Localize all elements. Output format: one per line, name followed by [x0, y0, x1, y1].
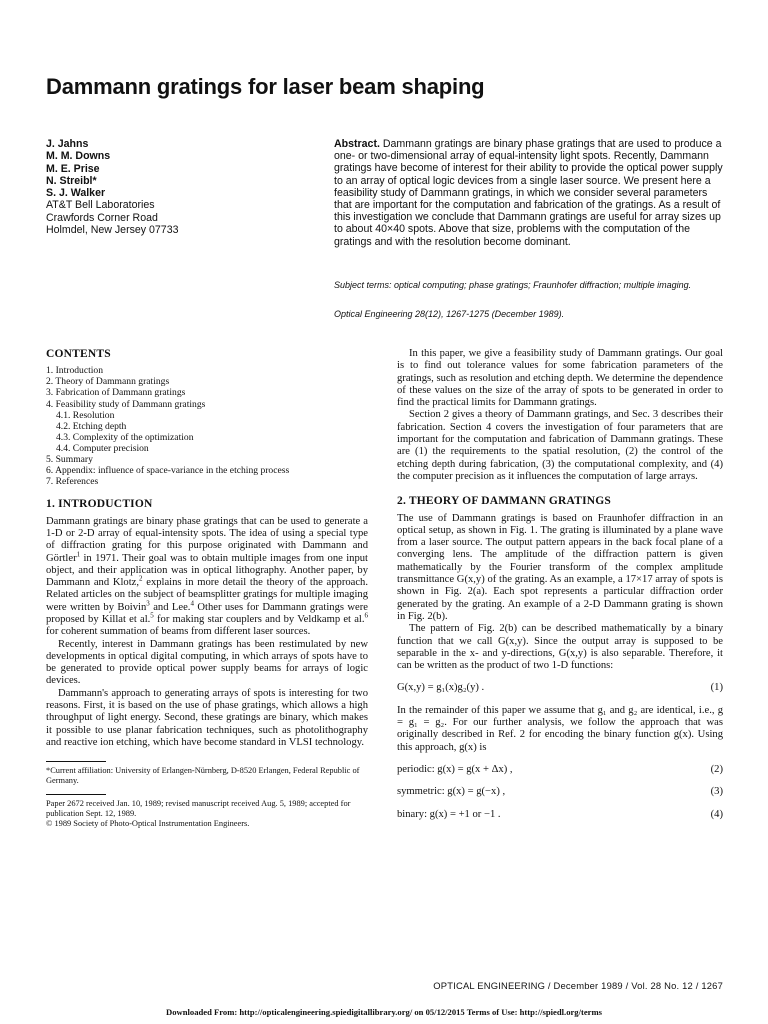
footnote-divider — [46, 794, 106, 795]
author-name: J. Jahns — [46, 138, 89, 150]
reference-marker: 3 — [146, 599, 150, 608]
body-paragraph: The pattern of Fig. 2(b) can be described mathematically by a binary function that we call G(x,y). Since the output array is supposed to be separable in the x- and y-directions, G(x,y) is also separable. Therefore, it can be written as the product of two 1-D functions: — [397, 623, 723, 672]
equation-text: G(x,y) = g₁(x)g₂(y) . — [397, 682, 485, 694]
reference-marker: 2 — [139, 574, 143, 583]
intro-paragraph — [46, 516, 368, 639]
equation-number: (4) — [710, 808, 723, 820]
body-paragraph: Section 2 gives a theory of Dammann gratings, and Sec. 3 describes their fabrication. Section 4 covers the investigation of four parameters that are important for the computation and fabrication of Dammann gratings. These are (1) the requirements to the spatial resolution, (2) the control of the etching depth during fabrication, (3) the computational complexity, and (4) the computer precision as it influences the computation of large arrays. — [397, 409, 723, 482]
equation-1 — [397, 682, 723, 694]
contents-subitem: 4.4. Computer precision — [56, 442, 149, 454]
contents-item: 3. Fabrication of Dammann gratings — [46, 387, 186, 399]
download-notice: Downloaded From: http://opticalengineering.spiedigitallibrary.org/ on 05/12/2015 Terms of Use: http://spiedl.org/terms — [166, 1007, 602, 1017]
received-footnote: Paper 2672 received Jan. 10, 1989; revised manuscript received Aug. 5, 1989; accepted for publication Sept. 12, 1989. — [46, 799, 351, 819]
contents-list — [46, 365, 368, 487]
contents-subitem: 4.2. Etching depth — [56, 420, 127, 432]
contents-item: 1. Introduction — [46, 365, 104, 377]
equation-3 — [397, 786, 723, 798]
footnote-divider — [46, 761, 106, 762]
equation-number: (3) — [710, 786, 723, 798]
contents-item: 7. References — [46, 476, 99, 488]
equation-text: periodic: g(x) = g(x + Δx) , — [397, 763, 513, 775]
body-paragraph: In the remainder of this paper we assume that g₁ and g₂ are identical, i.e., g = g₁ = g₂. For our further analysis, we follow the approach that was originally described in Ref. 2 for encoding the binary function g(x). Using this approach, g(x) is — [397, 704, 723, 753]
contents-heading: CONTENTS — [46, 348, 111, 360]
left-column — [46, 348, 368, 829]
intro-heading: 1. INTRODUCTION — [46, 498, 153, 511]
equation-4 — [397, 809, 723, 821]
author-name: M. E. Prise — [46, 162, 100, 175]
abstract-text: Dammann gratings are binary phase gratings that are used to produce a one- or two-dimensional array of equal-intensity light spots. Recently, Dammann gratings have become of interest for their ability to provide the optical power supply to an array of optical logic devices from a single laser source. We present here a feasibility study of Dammann gratings, in which we consider several parameters that are important for the computation and fabrication of the gratings. As a result of this investigation we conclude that Dammann gratings are useful for array sizes up to about 40×40 spots. Above that size, problems with the computation of the gratings and with the resolution become dominant. — [334, 138, 723, 248]
journal-citation: Optical Engineering 28(12), 1267-1275 (December 1989). — [334, 309, 565, 319]
equation-number: (1) — [710, 682, 723, 694]
equation-2 — [397, 764, 723, 776]
intro-paragraph: Dammann's approach to generating arrays of spots is interesting for two reasons. First, it is based on the use of phase gratings, which allows a high throughput of light energy. Second, these gratings are binary, which makes it possible to use planar fabrication techniques, such as photolithography and reactive ion etching, which have become standard in VLSI technology. — [46, 687, 368, 748]
abstract-label: Abstract. — [334, 138, 380, 150]
affiliation-line: Holmdel, New Jersey 07733 — [46, 224, 179, 237]
equation-text: symmetric: g(x) = g(−x) , — [397, 786, 506, 798]
intro-text: explains in more detail the theory of the approach. Related articles on the subject of beamsplitter gratings for multiple imaging were written by Boivin — [46, 577, 369, 613]
affiliation-line: Crawfords Corner Road — [46, 211, 158, 224]
reference-marker: 6 — [364, 611, 368, 620]
intro-text: in 1971. Their goal was to obtain multiple images from one input object, and their application was in optical lithography. Another paper, by Dammann and Klotz, — [46, 552, 368, 589]
intro-text: Dammann gratings are binary phase gratings that can be used to generate a 1-D or 2-D array of equal-intensity spots. The idea of using a special type of diffraction grating for this purpose originated with Dammann and Görtler — [46, 515, 368, 564]
contents-item: 4. Feasibility study of Dammann gratings — [46, 398, 206, 410]
copyright-footnote: © 1989 Society of Photo-Optical Instrumentation Engineers. — [46, 819, 250, 829]
abstract — [334, 138, 724, 248]
contents-item: 2. Theory of Dammann gratings — [46, 376, 170, 388]
right-column — [397, 348, 723, 821]
intro-text: for coherent summation of beams from different laser sources. — [46, 626, 311, 638]
intro-paragraph: Recently, interest in Dammann gratings has been restimulated by new developments in optical digital computing, in which arrays of spots have to be generated to provide optical power supply beams for arrays of logic devices. — [46, 638, 368, 687]
equation-number: (2) — [710, 763, 723, 775]
intro-text: for making star couplers and by Veldkamp et al. — [153, 614, 365, 625]
intro-text: Other uses for Dammann gratings were proposed by Killat et al. — [46, 601, 368, 625]
paper-title: Dammann gratings for laser beam shaping — [46, 74, 485, 99]
intro-text: and Lee. — [149, 601, 191, 613]
contents-subitem: 4.1. Resolution — [56, 409, 115, 421]
body-paragraph: The use of Dammann gratings is based on Fraunhofer diffraction in an optical setup, as shown in Fig. 1. The grating is illuminated by a plane wave from a laser source. The output pattern appears in the back focal plane of a converging lens. The amplitude of the diffraction pattern is given mathematically by the Fourier transform of the complex amplitude transmittance G(x,y) of the grating. As an example, a 17×17 array of spots is shown in Fig. 2(a). Each spot represents a particular diffraction order generated by the grating. An example of a 2-D Dammann grating is shown in Fig. 2(b). — [397, 512, 723, 622]
affiliation-line: AT&T Bell Laboratories — [46, 199, 155, 212]
contents-subitem: 4.3. Complexity of the optimization — [56, 431, 194, 443]
author-name: N. Streibl* — [46, 174, 97, 187]
reference-marker: 1 — [76, 549, 81, 558]
contents-item: 5. Summary — [46, 454, 93, 466]
page-folio: OPTICAL ENGINEERING / December 1989 / Vol. 28 No. 12 / 1267 — [433, 980, 723, 991]
affiliation-footnote: *Current affiliation: University of Erlangen-Nürnberg, D-8520 Erlangen, Federal Republic of Germany. — [46, 766, 360, 786]
contents-item: 6. Appendix: influence of space-variance in the etching process — [46, 465, 290, 477]
body-paragraph: In this paper, we give a feasibility study of Dammann gratings. Our goal is to find out tolerance values for some fabrication parameters of the gratings, such as resolution and etching depth. We determine the dependence of these values on the size of the array of spots to be generated in order to find the practical limits for Dammann gratings. — [397, 348, 723, 409]
equation-text: binary: g(x) = +1 or −1 . — [397, 808, 501, 820]
theory-heading: 2. THEORY OF DAMMANN GRATINGS — [397, 495, 611, 508]
author-name: M. M. Downs — [46, 150, 111, 163]
author-block — [46, 138, 306, 236]
author-name: S. J. Walker — [46, 187, 106, 200]
reference-marker: 4 — [190, 599, 194, 608]
reference-marker: 5 — [150, 611, 154, 620]
subject-terms: Subject terms: optical computing; phase gratings; Fraunhofer diffraction; multiple imaging. — [334, 280, 692, 290]
